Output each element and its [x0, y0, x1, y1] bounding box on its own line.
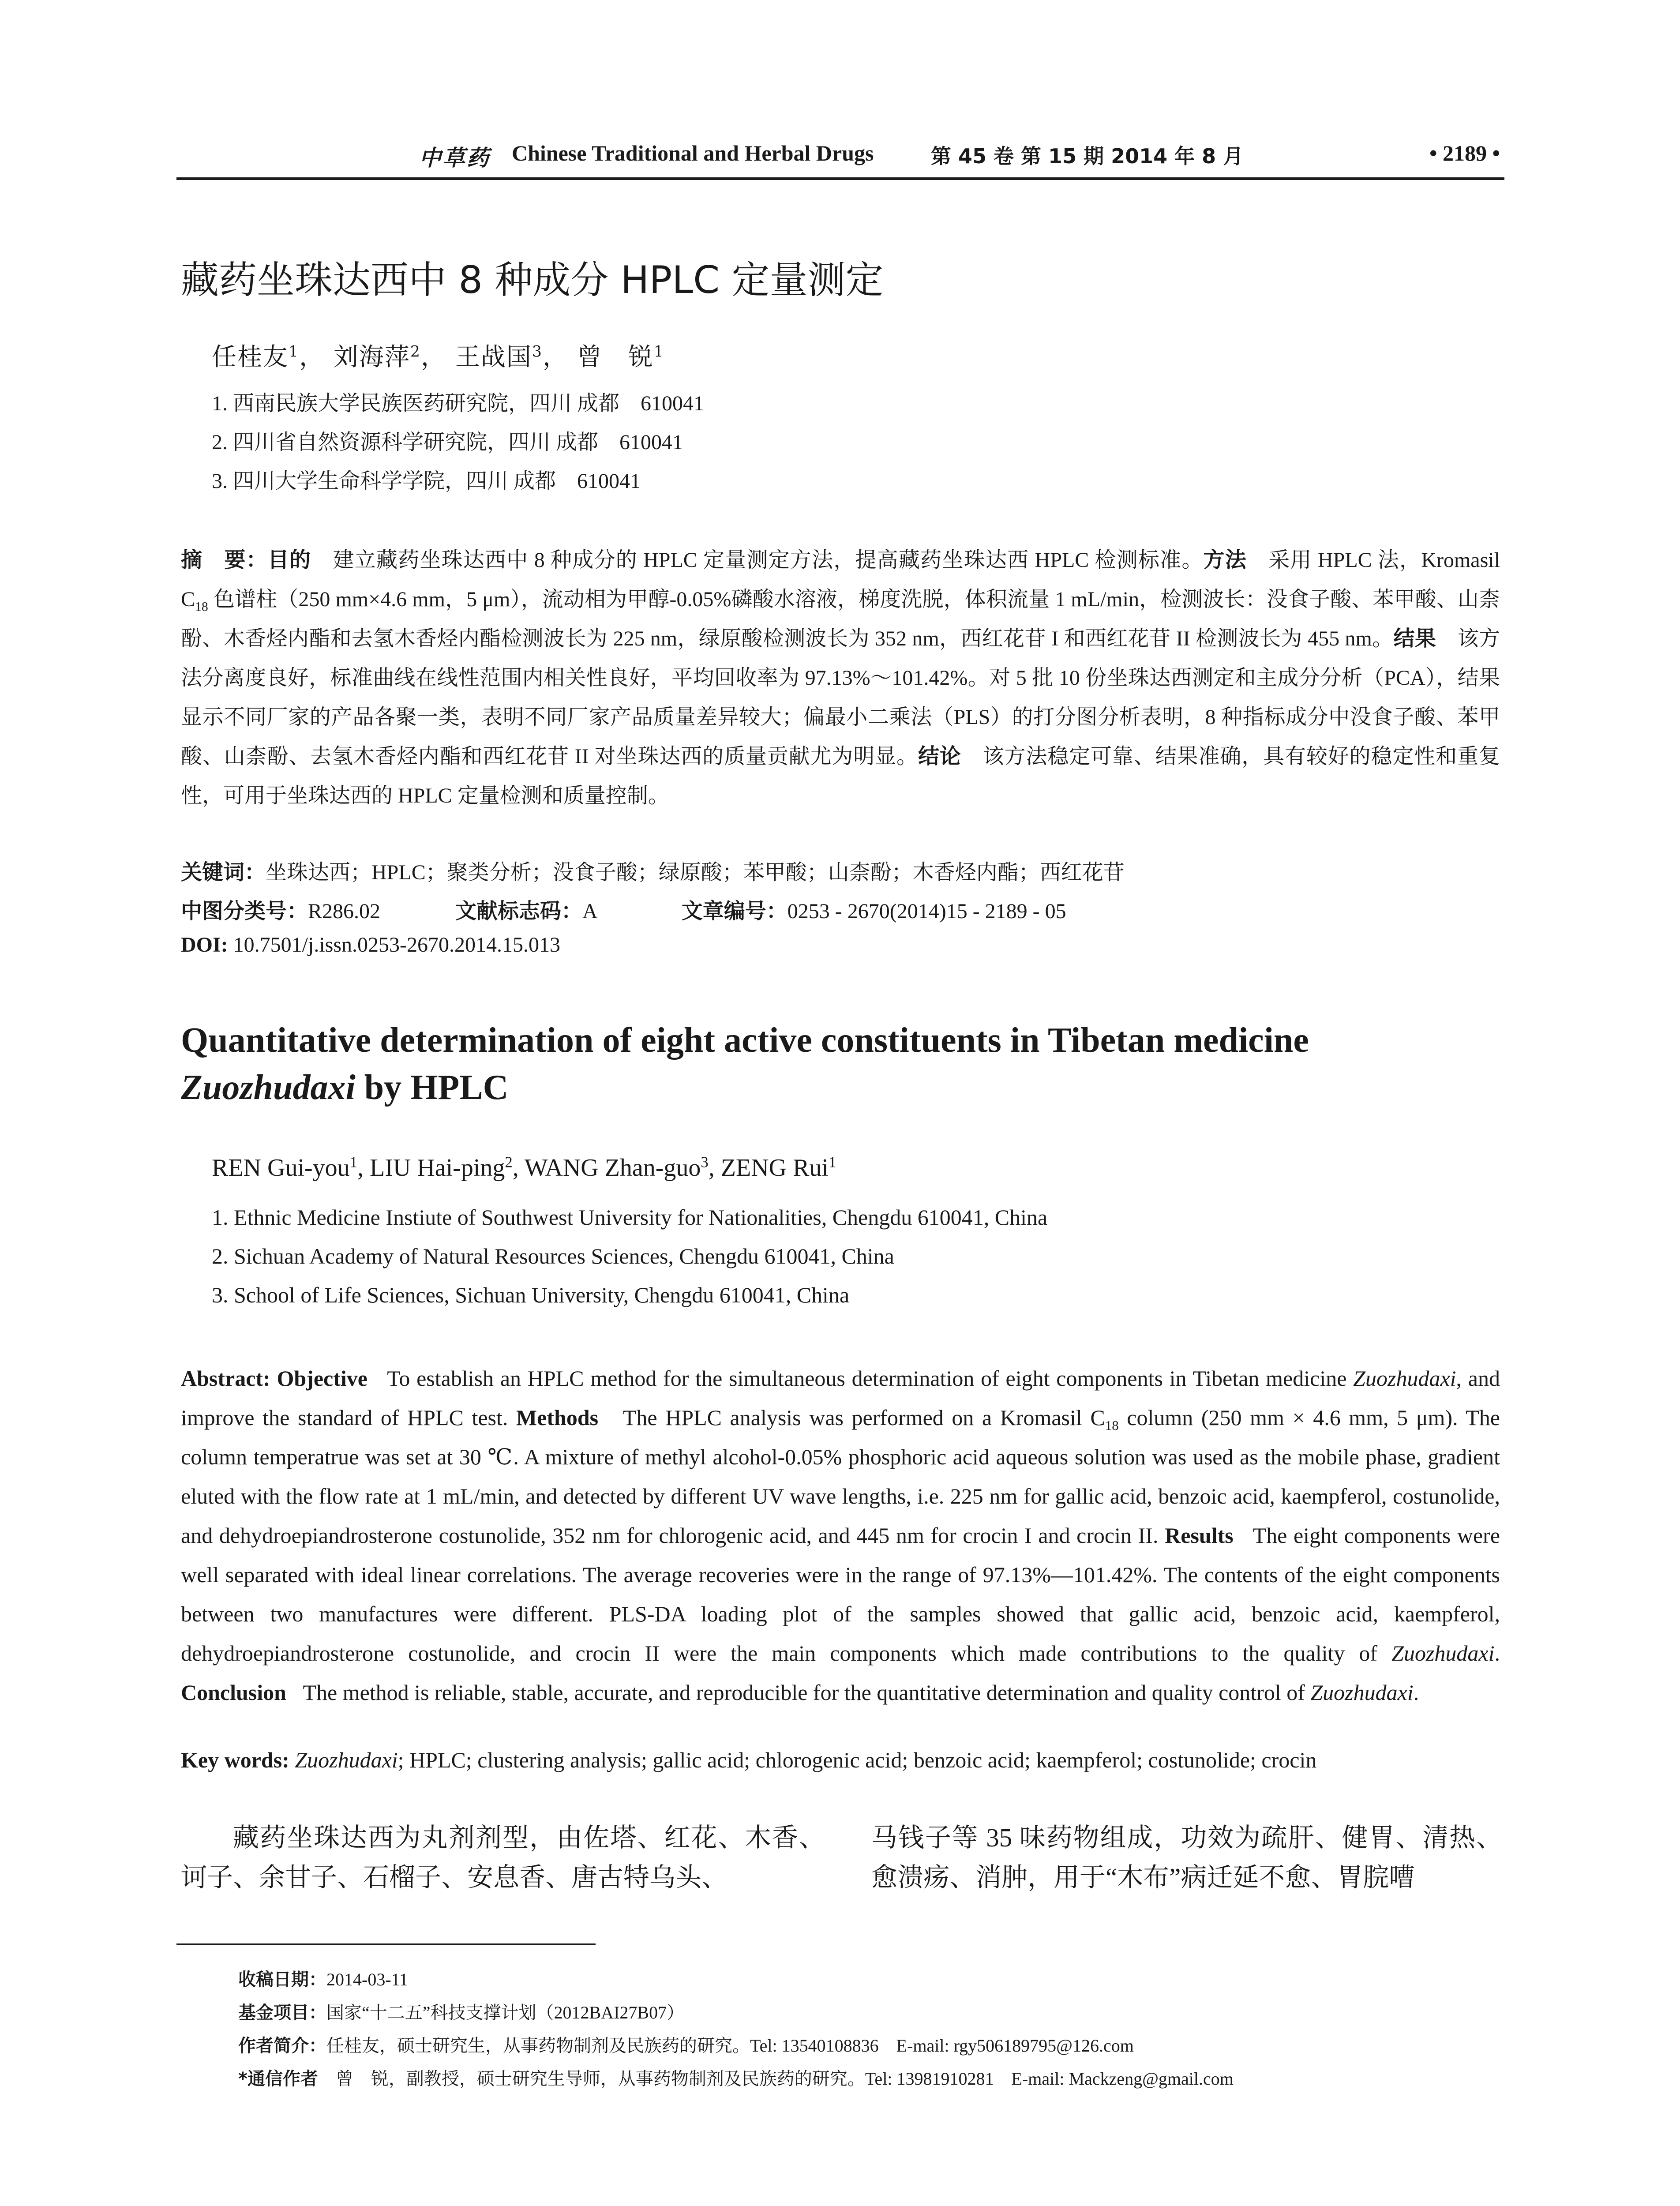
author-cn: 王战国: [455, 343, 532, 371]
objective-label: 目的: [267, 548, 311, 572]
results-en-label: Results: [1165, 1523, 1234, 1548]
author-en: REN Gui-you: [212, 1154, 350, 1182]
conclusion-label: 结论: [918, 744, 961, 769]
conclusion-en-text: The method is reliable, stable, accurate, and reproducible for the quantitative determination and quality control of: [303, 1680, 1311, 1705]
subscript: 18: [195, 599, 208, 614]
article-no-label: 文章编号：: [681, 899, 788, 923]
footnote-rule: [176, 1943, 596, 1945]
author-sup: 1: [653, 343, 664, 361]
abstract-en-label: Abstract: Objective: [181, 1366, 368, 1391]
keywords-en-text: ; HPLC; clustering analysis; gallic acid; chlorogenic acid; benzoic acid; kaempferol; costunolide; crocin: [398, 1748, 1317, 1772]
classification-line: [181, 894, 1066, 924]
footnote-text: 国家“十二五”科技支撑计划（2012BAI27B07）: [326, 2003, 685, 2022]
title-cn: 藏药坐珠达西中 8 种成分 HPLC 定量测定: [181, 258, 884, 302]
methods-text-cont: 色谱柱（250 mm×4.6 mm，5 μm），流动相为甲醇-0.05%磷酸水溶液，梯度洗脱，体积流量 1 mL/min，检测波长：没食子酸、苯甲酸、山柰酚、木香烃内酯和去氢木香烃内酯检测波长为 225 nm，绿原酸检测波长为 352 nm，西红花苷 I 和西红花苷 II 检测波长为 455 nm。: [181, 588, 1500, 650]
conclusion-text: 该方法稳定可靠、结果准确，具有较好的稳定性和重复性，可用于坐珠达西的 HPLC 定量检测和质量控制。: [181, 745, 1500, 807]
author-en: WANG Zhan-guo: [524, 1154, 701, 1182]
affiliation-en: 3. School of Life Sciences, Sichuan University, Chengdu 610041, China: [212, 1283, 850, 1307]
clc-value: R286.02: [308, 900, 381, 923]
keywords-en-label: Key words:: [181, 1748, 289, 1772]
footnote-label: 基金项目：: [238, 2003, 326, 2023]
affiliation-cn: 2. 四川省自然资源科学研究院，四川 成都 610041: [212, 431, 683, 454]
keywords-cn: [181, 855, 1125, 885]
author-sup: 1: [289, 343, 300, 361]
title-en-italic: Zuozhudaxi: [181, 1068, 356, 1107]
author-sup: 3: [532, 343, 543, 361]
authors-en: REN Gui-you$^1$, LIU Hai-ping$^2$, WANG Zhan-guo$^3$, ZENG Rui$^1$: [212, 1153, 836, 1182]
abstract-en: [181, 1359, 1500, 1712]
authors-cn: 任桂友$^1$， 刘海萍$^2$， 王战国$^3$， 曾 锐$^1$: [212, 343, 664, 371]
objective-en-text: To establish an HPLC method for the simultaneous determination of eight components in Tibetan medicine: [387, 1366, 1354, 1391]
title-en-part2: by HPLC: [364, 1068, 509, 1107]
footnote-received: [238, 1966, 408, 1991]
keywords-en: [181, 1747, 1316, 1773]
methods-en-label: Methods: [516, 1405, 599, 1430]
footnote-corresponding: [238, 2065, 1234, 2090]
author-cn: 任桂友: [212, 343, 289, 371]
title-en: [181, 1017, 1504, 1111]
results-en-italic: Zuozhudaxi: [1391, 1641, 1495, 1666]
author-sup: 1: [349, 1153, 358, 1171]
results-en-text: The eight components were well separated with ideal linear correlations. The average recoveries were in the range of 97.13%—101.42%. The contents of the eight components between two manufactures were different. PLS-DA loading plot of the samples showed that gallic acid, benzoic acid, kaempferol, dehydroepiandrosterone costunolide, and crocin II were the main components which made contributions to the quality of: [181, 1523, 1500, 1666]
header-rule: [176, 177, 1504, 180]
doi-line: [181, 933, 560, 957]
conclusion-en-italic: Zuozhudaxi: [1310, 1680, 1414, 1705]
footnote-text: 曾 锐，副教授，硕士研究生导师，从事药物制剂及民族药的研究。Tel: 13981910281 E-mail: Mackzeng@gmail.com: [335, 2069, 1234, 2089]
author-sup: 3: [701, 1153, 709, 1171]
doi-label: DOI:: [181, 933, 228, 957]
conclusion-en-text-cont: .: [1413, 1680, 1419, 1705]
doc-code-label: 文献标志码：: [455, 899, 583, 923]
author-en: ZENG Rui: [720, 1154, 829, 1182]
objective-en-text-cont: , and improve the standard of HPLC test.: [181, 1366, 1500, 1430]
affiliation-cn: 1. 西南民族大学民族医药研究院，四川 成都 610041: [212, 392, 705, 415]
doi-value: 10.7501/j.issn.0253-2670.2014.15.013: [233, 933, 561, 957]
running-header: [181, 140, 1500, 171]
issue-info: 第 45 卷 第 15 期 2014 年 8 月: [931, 144, 1244, 168]
footnote-funding: [238, 1999, 684, 2024]
methods-en-text: The HPLC analysis was performed on a Kromasil C: [622, 1405, 1105, 1430]
objective-en-italic: Zuozhudaxi: [1353, 1366, 1456, 1391]
affiliation-cn: 3. 四川大学生命科学学院，四川 成都 610041: [212, 469, 641, 493]
author-en: LIU Hai-ping: [370, 1154, 505, 1182]
page-number: • 2189 •: [1429, 141, 1500, 165]
results-text: 该方法分离度良好，标准曲线在线性范围内相关性良好，平均回收率为 97.13%～101.42%。对 5 批 10 份坐珠达西测定和主成分分析（PCA），结果显示不同厂家的产品各聚一类，表明不同厂家产品质量差异较大；偏最小二乘法（PLS）的打分图分析表明，8 种指标成分中没食子酸、苯甲酸、山柰酚、去氢木香烃内酯和西红花苷 II 对坐珠达西的质量贡献尤为明显。: [181, 627, 1500, 768]
author-sup: 2: [505, 1153, 513, 1171]
journal-logo: 中草药: [419, 145, 491, 171]
affiliation-en: 2. Sichuan Academy of Natural Resources Sciences, Chengdu 610041, China: [212, 1244, 894, 1268]
affiliation-en: 1. Ethnic Medicine Instiute of Southwest University for Nationalities, Chengdu 610041, China: [212, 1205, 1048, 1230]
clc-label: 中图分类号：: [181, 899, 308, 923]
keywords-en-italic: Zuozhudaxi: [295, 1748, 398, 1772]
doc-code-value: A: [582, 900, 598, 923]
title-en-part1: Quantitative determination of eight active constituents in Tibetan medicine: [181, 1021, 1309, 1060]
footnote-label: 收稿日期：: [238, 1970, 326, 1990]
author-cn: 曾 锐: [577, 343, 654, 371]
body-column-left: 藏药坐珠达西为丸剂剂型，由佐塔、红花、木香、诃子、余甘子、石榴子、安息香、唐古特乌头、: [181, 1823, 825, 1892]
keywords-label: 关键词：: [181, 860, 266, 885]
footnote-text: 任桂友，硕士研究生，从事药物制剂及民族药的研究。Tel: 13540108836 E-mail: rgy506189795@126.com: [326, 2036, 1134, 2056]
subscript: 18: [1105, 1418, 1119, 1433]
article-no-value: 0253 - 2670(2014)15 - 2189 - 05: [787, 900, 1066, 923]
footnote-label: 作者简介：: [238, 2036, 326, 2056]
keywords-text: 坐珠达西；HPLC；聚类分析；没食子酸；绿原酸；苯甲酸；山柰酚；木香烃内酯；西红花苷: [266, 861, 1125, 884]
methods-en-text-cont: column (250 mm × 4.6 mm, 5 μm). The column temperatrue was set at 30 ℃. A mixture of methyl alcohol-0.05% phosphoric acid aqueous solution was used as the mobile phase, gradient eluted with the flow rate at 1 mL/min, and detected by different UV wave lengths, i.e. 225 nm for gallic acid, benzoic acid, kaempferol, costunolide, and dehydroepiandrosterone costunolide, 352 nm for chlorogenic acid, and 445 nm for crocin I and crocin II.: [181, 1405, 1500, 1548]
methods-label: 方法: [1203, 548, 1247, 572]
footnote-label: *通信作者: [238, 2069, 336, 2089]
author-cn: 刘海萍: [333, 343, 410, 371]
objective-text: 建立藏药坐珠达西中 8 种成分的 HPLC 定量测定方法，提高藏药坐珠达西 HPLC 检测标准。: [333, 548, 1204, 572]
footnote-text: 2014-03-11: [326, 1970, 409, 1989]
footnote-author: [238, 2032, 1134, 2057]
results-en-text-cont: .: [1494, 1641, 1500, 1666]
journal-name: Chinese Traditional and Herbal Drugs: [512, 141, 874, 165]
body-column-right: 马钱子等 35 味药物组成，功效为疏肝、健胃、清热、愈溃疡、消肿，用于“木布”病迁延不愈、胃脘嘈: [871, 1823, 1502, 1892]
author-sup: 1: [829, 1153, 836, 1171]
conclusion-en-label: Conclusion: [181, 1680, 286, 1705]
abstract-cn: [181, 540, 1500, 815]
author-sup: 2: [410, 343, 421, 361]
methods-text: 采用 HPLC 法，Kromasil C: [181, 548, 1500, 611]
results-label: 结果: [1393, 626, 1436, 651]
abstract-label: 摘 要：: [181, 548, 268, 572]
